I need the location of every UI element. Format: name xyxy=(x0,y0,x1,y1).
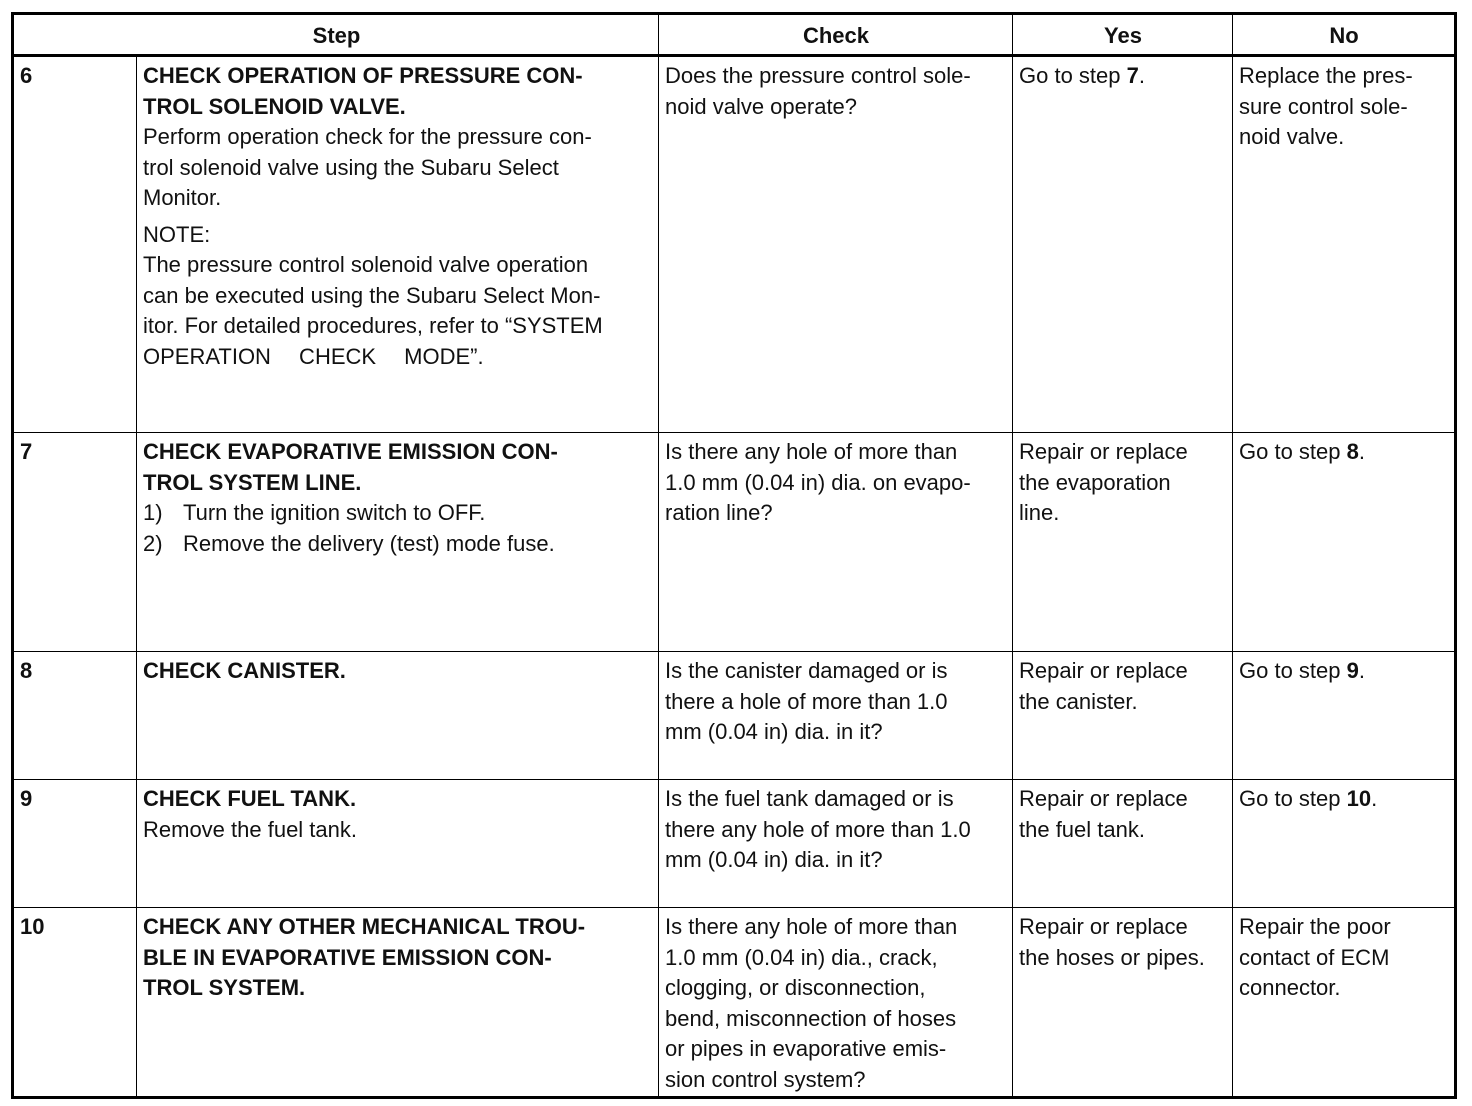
check-line: noid valve operate? xyxy=(665,93,858,119)
no-cell xyxy=(1233,652,1456,780)
step-body-line: Perform operation check for the pressure con- xyxy=(143,124,592,149)
step-title-line: BLE IN EVAPORATIVE EMISSION CON- xyxy=(143,944,552,970)
yes-line: Repair or replace xyxy=(1019,786,1188,811)
no-cell xyxy=(1233,908,1456,1098)
check-line: mm (0.04 in) dia. in it? xyxy=(665,719,883,744)
yes-line: Repair or replace xyxy=(1019,658,1188,683)
step-title-line: TROL SOLENOID VALVE. xyxy=(143,93,406,119)
no-step-ref: 10 xyxy=(1346,786,1372,811)
yes-line: line. xyxy=(1019,500,1060,525)
step-number: 6 xyxy=(13,56,137,433)
list-item xyxy=(143,529,653,560)
check-line: mm (0.04 in) dia. in it? xyxy=(665,847,883,872)
yes-cell xyxy=(1013,652,1233,780)
note-line: The pressure control solenoid valve operation xyxy=(143,252,589,277)
list-item-text: Turn the ignition switch to OFF. xyxy=(183,500,486,525)
check-cell xyxy=(659,433,1013,652)
list-item-number: 2) xyxy=(143,530,163,556)
step-body xyxy=(143,122,653,214)
step-number: 7 xyxy=(13,433,137,652)
no-text: Go to step xyxy=(1239,786,1347,811)
list-item-number: 1) xyxy=(143,500,163,525)
check-cell xyxy=(659,652,1013,780)
check-line: Does the pressure control sole- xyxy=(665,63,971,88)
no-line: contact of ECM xyxy=(1239,944,1390,970)
step-title xyxy=(143,61,653,122)
header-check: Check xyxy=(659,14,1013,56)
no-cell xyxy=(1233,56,1456,433)
no-line: sure control sole- xyxy=(1239,93,1408,119)
check-cell xyxy=(659,56,1013,433)
no-suffix: . xyxy=(1358,658,1365,683)
check-line: bend, misconnection of hoses xyxy=(665,1005,957,1031)
check-line: Is there any hole of more than xyxy=(665,914,958,939)
yes-suffix: . xyxy=(1138,63,1145,88)
header-step: Step xyxy=(13,14,659,56)
step-cell xyxy=(137,780,659,908)
no-cell xyxy=(1233,433,1456,652)
step-body-line: Remove the fuel tank. xyxy=(143,816,358,842)
step-title xyxy=(143,437,653,498)
no-text: Go to step xyxy=(1239,658,1347,683)
yes-line: the hoses or pipes. xyxy=(1019,944,1205,970)
list-item-text: Remove the delivery (test) mode fuse. xyxy=(183,530,555,556)
yes-cell xyxy=(1013,780,1233,908)
yes-cell xyxy=(1013,908,1233,1098)
note-label: NOTE: xyxy=(143,221,211,247)
step-title-line: TROL SYSTEM LINE. xyxy=(143,469,362,495)
step-number: 10 xyxy=(13,908,137,1098)
step-substeps xyxy=(143,498,653,559)
header-no: No xyxy=(1233,14,1456,56)
note-body xyxy=(143,250,653,372)
header-row xyxy=(13,14,1456,56)
step-body-line: trol solenoid valve using the Subaru Select xyxy=(143,154,559,180)
diagnostic-table xyxy=(11,12,1457,1099)
table-row xyxy=(13,780,1456,908)
step-body-line: Monitor. xyxy=(143,185,222,210)
check-line: 1.0 mm (0.04 in) dia., crack, xyxy=(665,944,938,970)
yes-line: the evaporation xyxy=(1019,469,1171,495)
table-row xyxy=(13,908,1456,1098)
yes-text: Go to step xyxy=(1019,63,1127,88)
no-text: Go to step xyxy=(1239,439,1347,464)
table-row xyxy=(13,652,1456,780)
step-cell xyxy=(137,652,659,780)
check-line: Is the canister damaged or is xyxy=(665,658,948,683)
step-title: CHECK CANISTER. xyxy=(143,658,346,683)
note-line: can be executed using the Subaru Select Mon- xyxy=(143,282,601,308)
no-line: noid valve. xyxy=(1239,124,1345,149)
note-line: itor. For detailed procedures, refer to “SYSTEM xyxy=(143,313,603,338)
header-yes: Yes xyxy=(1013,14,1233,56)
no-line: Repair the poor xyxy=(1239,914,1391,939)
yes-line: Repair or replace xyxy=(1019,439,1188,464)
check-line: sion control system? xyxy=(665,1066,866,1092)
check-line: ration line? xyxy=(665,500,773,525)
list-item xyxy=(143,498,653,529)
no-step-ref: 9 xyxy=(1346,658,1359,683)
check-cell xyxy=(659,908,1013,1098)
yes-step-ref: 7 xyxy=(1126,63,1139,88)
step-cell xyxy=(137,433,659,652)
step-title: CHECK FUEL TANK. xyxy=(143,786,357,811)
no-line: Replace the pres- xyxy=(1239,63,1413,88)
yes-line: the fuel tank. xyxy=(1019,816,1145,842)
step-title-line: CHECK ANY OTHER MECHANICAL TROU- xyxy=(143,914,586,939)
check-line: or pipes in evaporative emis- xyxy=(665,1036,947,1061)
check-line: Is there any hole of more than xyxy=(665,439,958,464)
no-line: connector. xyxy=(1239,975,1341,1000)
yes-line: the canister. xyxy=(1019,688,1138,714)
yes-cell xyxy=(1013,433,1233,652)
step-cell xyxy=(137,908,659,1098)
table-row xyxy=(13,56,1456,433)
step-cell xyxy=(137,56,659,433)
check-line: there any hole of more than 1.0 xyxy=(665,816,971,842)
step-title-line: CHECK EVAPORATIVE EMISSION CON- xyxy=(143,439,558,464)
step-title-line: TROL SYSTEM. xyxy=(143,975,306,1000)
note-line: OPERATION CHECK MODE”. xyxy=(143,343,484,369)
check-cell xyxy=(659,780,1013,908)
no-cell xyxy=(1233,780,1456,908)
check-line: there a hole of more than 1.0 xyxy=(665,688,948,714)
step-title xyxy=(143,912,653,1004)
step-number: 8 xyxy=(13,652,137,780)
step-title-line: CHECK OPERATION OF PRESSURE CON- xyxy=(143,63,583,88)
step-number: 9 xyxy=(13,780,137,908)
check-line: Is the fuel tank damaged or is xyxy=(665,786,954,811)
check-line: 1.0 mm (0.04 in) dia. on evapo- xyxy=(665,469,971,495)
check-line: clogging, or disconnection, xyxy=(665,975,926,1000)
yes-line: Repair or replace xyxy=(1019,914,1188,939)
no-suffix: . xyxy=(1371,786,1378,811)
no-step-ref: 8 xyxy=(1346,439,1359,464)
no-suffix: . xyxy=(1358,439,1365,464)
table-row xyxy=(13,433,1456,652)
yes-cell xyxy=(1013,56,1233,433)
